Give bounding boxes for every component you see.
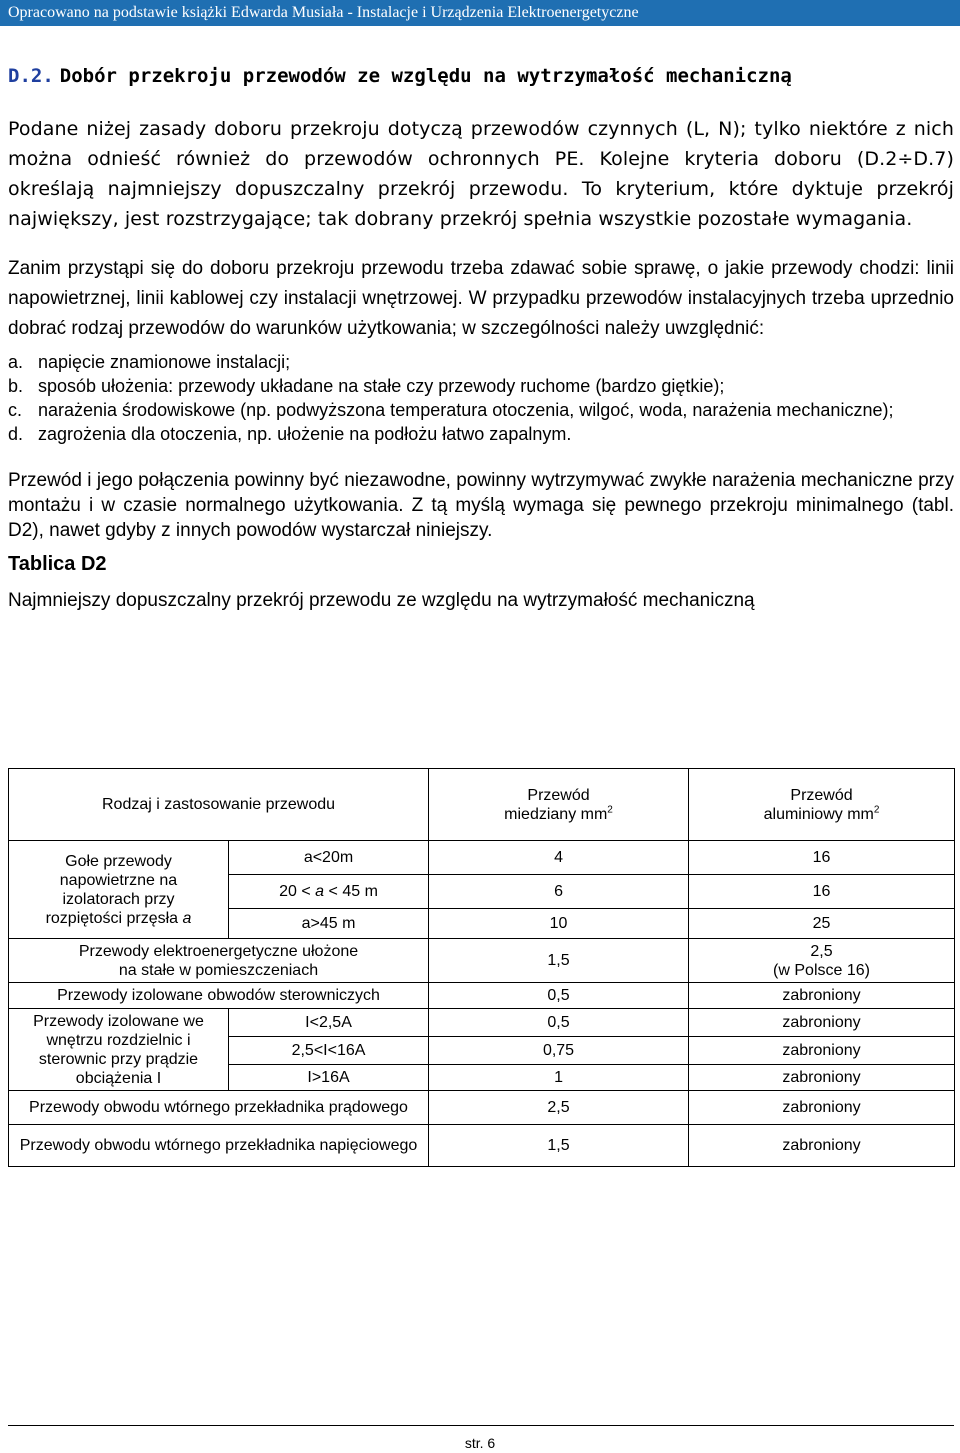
table-row xyxy=(9,1009,955,1037)
control-wires-label: Przewody izolowane obwodów sterowniczych xyxy=(9,983,429,1009)
condition-cell: I<2,5A xyxy=(229,1009,429,1037)
bare-wires-label xyxy=(9,841,229,939)
paragraph-before-selection: Zanim przystąpi się do doboru przekroju przewodu trzeba zdawać sobie sprawę, o jakie przewody chodzi: linii napowietrznej, linii kablowej czy instalacji wnętrzowej. W przypadku przewodów instalacyjnych trzeba uprzednio dobrać rodzaj przewodów do warunków użytkowania; w szczególności należy uwzględnić: xyxy=(8,258,954,339)
inside-label-line: obciążenia I xyxy=(75,1069,162,1087)
header-aluminium-line1: Przewód xyxy=(790,786,853,804)
aluminium-value: zabroniony xyxy=(689,983,955,1009)
aluminium-value xyxy=(689,939,955,983)
fixed-label-line: Przewody elektroenergetyczne ułożone xyxy=(78,942,359,960)
paragraph-intro: Podane niżej zasady doboru przekroju dotyczą przewodów czynnych (L, N); tylko niektóre z nich można odnieść również do przewodów ochronnych PE. Kolejne kryteria doboru (D.2÷D.7) określają najmniejszy dopuszczalny przekrój przewodu. To kryterium, które dyktuje przekrój największy, jest rozstrzygające; tak dobrany przekrój spełnia wszystkie pozostałe wymagania. xyxy=(8,118,954,230)
list-marker: a. xyxy=(8,352,24,372)
list-item xyxy=(8,422,954,446)
condition-cell: a>45 m xyxy=(229,909,429,939)
condition-part: < 45 m xyxy=(328,883,378,900)
aluminium-value: 25 xyxy=(689,909,955,939)
aluminium-value-line: 2,5 xyxy=(810,942,833,960)
document-header: Opracowano na podstawie książki Edwarda Musiała - Instalacje i Urządzenia Elektroenergetyczne xyxy=(0,0,960,26)
conditions-list xyxy=(8,350,954,446)
aluminium-value: 16 xyxy=(689,841,955,875)
cross-section-table xyxy=(8,768,955,1167)
table-title: Tablica D2 xyxy=(8,553,107,575)
table-row xyxy=(9,1125,955,1167)
list-item xyxy=(8,398,954,422)
inside-label-line: sterownic przy prądzie xyxy=(38,1050,199,1068)
copper-value: 0,5 xyxy=(429,983,689,1009)
list-marker: c. xyxy=(8,400,23,420)
list-item-text: narażenia środowiskowe (np. podwyższona temperatura otoczenia, wilgoć, woda, narażenia mechaniczne); xyxy=(38,400,894,420)
list-marker: b. xyxy=(8,376,24,396)
section-title xyxy=(8,62,954,90)
header-aluminium-sup: 2 xyxy=(873,804,880,816)
header-copper xyxy=(429,769,689,841)
voltage-transformer-label: Przewody obwodu wtórnego przekładnika napięciowego xyxy=(9,1125,429,1167)
condition-cell: I>16A xyxy=(229,1065,429,1091)
copper-value: 10 xyxy=(429,909,689,939)
bare-label-line: izolatorach przy xyxy=(62,890,175,908)
condition-cell: 2,5<I<16A xyxy=(229,1037,429,1065)
current-transformer-label: Przewody obwodu wtórnego przekładnika prądowego xyxy=(9,1091,429,1125)
table-caption: Najmniejszy dopuszczalny przekrój przewodu ze względu na wytrzymałość mechaniczną xyxy=(8,590,755,611)
aluminium-value: 16 xyxy=(689,875,955,909)
list-item-text: zagrożenia dla otoczenia, np. ułożenie na podłożu łatwo zapalnym. xyxy=(38,424,572,444)
copper-value: 1,5 xyxy=(429,1125,689,1167)
copper-value: 2,5 xyxy=(429,1091,689,1125)
bare-label-line: Gołe przewody xyxy=(65,852,172,870)
list-item xyxy=(8,374,954,398)
copper-value: 0,5 xyxy=(429,1009,689,1037)
header-copper-sup: 2 xyxy=(607,804,613,816)
copper-value: 1,5 xyxy=(429,939,689,983)
inside-label-line: Przewody izolowane we xyxy=(33,1012,204,1030)
header-copper-line2: miedziany mm xyxy=(504,805,608,823)
fixed-label-line: na stałe w pomieszczeniach xyxy=(118,961,319,979)
header-aluminium xyxy=(689,769,955,841)
list-item xyxy=(8,350,954,374)
condition-cell: a<20m xyxy=(229,841,429,875)
aluminium-value: zabroniony xyxy=(689,1009,955,1037)
table-row xyxy=(9,939,955,983)
bare-label-line: napowietrzne na xyxy=(59,871,178,889)
aluminium-value: zabroniony xyxy=(689,1065,955,1091)
bare-label-line: rozpiętości przęsła xyxy=(45,909,179,927)
fixed-wires-label xyxy=(9,939,429,983)
bare-label-variable: a xyxy=(182,909,192,927)
condition-variable: a xyxy=(315,883,325,900)
list-marker: d. xyxy=(8,424,24,444)
inside-switchgear-label xyxy=(9,1009,229,1091)
paragraph-reliability: Przewód i jego połączenia powinny być niezawodne, powinny wytrzymywać zwykłe narażenia mechaniczne przy montażu i w czasie normalnego użytkowania. Z tą myślą wymaga się pewnego przekroju minimalnego (tabl. D2), nawet gdyby z innych powodów wystarczał niniejszy. xyxy=(8,470,954,541)
section-number: D.2. xyxy=(8,65,54,87)
header-copper-line1: Przewód xyxy=(527,786,590,804)
page-number: str. 6 xyxy=(464,1435,496,1451)
table-row xyxy=(9,841,955,875)
footer-divider xyxy=(8,1425,954,1426)
aluminium-value: zabroniony xyxy=(689,1125,955,1167)
condition-cell xyxy=(229,875,429,909)
list-item-text: sposób ułożenia: przewody układane na stałe czy przewody ruchome (bardzo giętkie); xyxy=(38,376,725,396)
aluminium-value-note: (w Polsce 16) xyxy=(773,961,870,979)
copper-value: 4 xyxy=(429,841,689,875)
table-header-row xyxy=(9,769,955,841)
table-row xyxy=(9,983,955,1009)
copper-value: 0,75 xyxy=(429,1037,689,1065)
aluminium-value: zabroniony xyxy=(689,1037,955,1065)
copper-value: 1 xyxy=(429,1065,689,1091)
list-item-text: napięcie znamionowe instalacji; xyxy=(38,352,291,372)
header-aluminium-line2: aluminiowy mm xyxy=(763,805,874,823)
table-row xyxy=(9,1091,955,1125)
condition-part: 20 < xyxy=(279,883,311,900)
inside-label-line: wnętrzu rozdzielnic i xyxy=(46,1031,191,1049)
section-title-text: Dobór przekroju przewodów ze względu na wytrzymałość mechaniczną xyxy=(59,65,792,87)
header-type: Rodzaj i zastosowanie przewodu xyxy=(9,769,429,841)
page-content xyxy=(8,62,954,615)
aluminium-value: zabroniony xyxy=(689,1091,955,1125)
copper-value: 6 xyxy=(429,875,689,909)
